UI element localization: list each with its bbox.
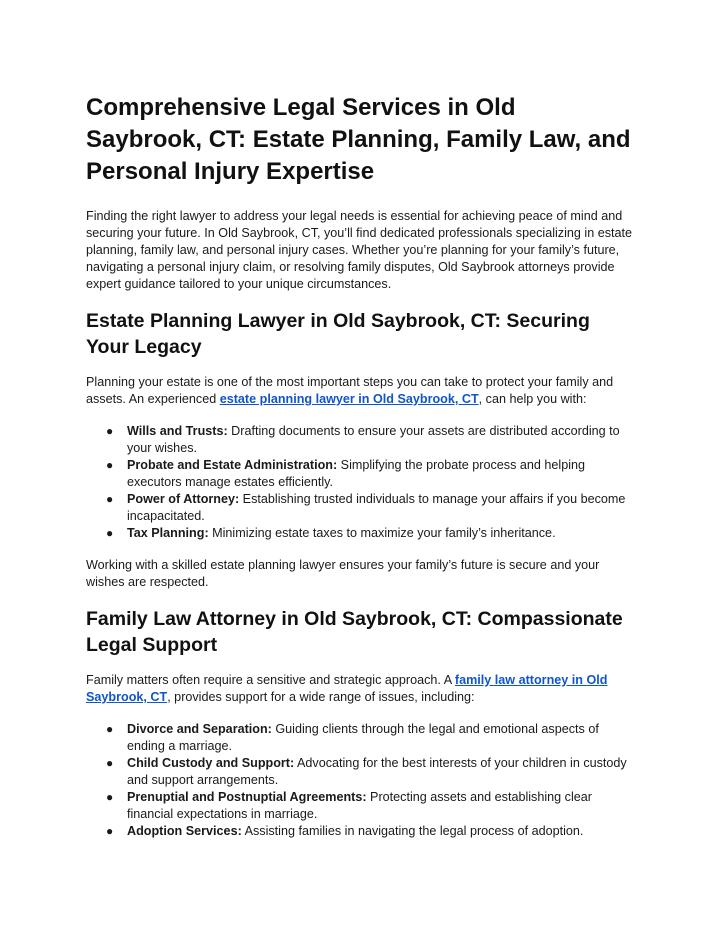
- list-item-label: Child Custody and Support:: [127, 756, 295, 770]
- list-item: [106, 423, 634, 457]
- bullet-icon: ●: [106, 458, 114, 472]
- family-intro-paragraph: [86, 672, 634, 706]
- estate-planning-heading: Estate Planning Lawyer in Old Saybrook, CT: Securing Your Legacy: [86, 310, 590, 358]
- family-intro-text-before: Family matters often require a sensitive and strategic approach. A: [86, 673, 455, 687]
- list-item: [106, 823, 634, 840]
- estate-intro-text-before: Planning your estate is one of the most important steps you can take to protect your family and assets. An experienced: [86, 375, 614, 406]
- list-item-label: Prenuptial and Postnuptial Agreements:: [127, 790, 367, 804]
- page-title: Comprehensive Legal Services in Old Saybrook, CT: Estate Planning, Family Law, and Personal Injury Expertise: [86, 94, 631, 185]
- family-intro-text-after: , provides support for a wide range of issues, including:: [167, 690, 475, 704]
- list-item-text: Establishing trusted individuals to manage your affairs if you become incapacitated.: [127, 492, 626, 523]
- bullet-icon: ●: [106, 526, 114, 540]
- list-item: [106, 491, 634, 525]
- bullet-icon: ●: [106, 756, 114, 770]
- list-item-label: Divorce and Separation:: [127, 722, 272, 736]
- estate-services-list: [86, 423, 634, 542]
- estate-intro-paragraph: [86, 374, 634, 408]
- intro-paragraph: Finding the right lawyer to address your legal needs is essential for achieving peace of mind and securing your future. In Old Saybrook, CT, you’ll find dedicated professionals specializing in estate planning, family law, and personal injury cases. Whether you’re planning for your family’s future, navigating a personal injury claim, or resolving family disputes, Old Saybrook attorneys provide expert guidance tailored to your unique circumstances.: [86, 209, 633, 291]
- list-item-label: Adoption Services:: [127, 824, 242, 838]
- list-item-text: Advocating for the best interests of your children in custody and support arrangements.: [127, 756, 627, 787]
- list-item: [106, 755, 634, 789]
- bullet-icon: ●: [106, 824, 114, 838]
- family-law-attorney-link[interactable]: family law attorney in Old Saybrook, CT: [86, 673, 608, 704]
- list-item-text: Protecting assets and establishing clear financial expectations in marriage.: [127, 790, 592, 821]
- list-item-label: Wills and Trusts:: [127, 424, 228, 438]
- estate-intro-text-after: , can help you with:: [478, 392, 587, 406]
- list-item-text: Minimizing estate taxes to maximize your family’s inheritance.: [208, 526, 556, 540]
- list-item-label: Probate and Estate Administration:: [127, 458, 338, 472]
- bullet-icon: ●: [106, 722, 114, 736]
- list-item-text: Assisting families in navigating the legal process of adoption.: [241, 824, 584, 838]
- estate-planning-lawyer-link[interactable]: estate planning lawyer in Old Saybrook, CT: [219, 392, 479, 406]
- bullet-icon: ●: [106, 790, 114, 804]
- list-item-text: Drafting documents to ensure your assets are distributed according to your wishes.: [127, 424, 620, 455]
- family-services-list: [86, 721, 634, 840]
- family-law-heading: Family Law Attorney in Old Saybrook, CT: Compassionate Legal Support: [86, 608, 623, 656]
- list-item: [106, 525, 634, 542]
- bullet-icon: ●: [106, 492, 114, 506]
- list-item-text: Guiding clients through the legal and emotional aspects of ending a marriage.: [127, 722, 599, 753]
- list-item-label: Power of Attorney:: [127, 492, 240, 506]
- bullet-icon: ●: [106, 424, 114, 438]
- list-item: [106, 789, 634, 823]
- list-item-label: Tax Planning:: [127, 526, 209, 540]
- list-item: [106, 721, 634, 755]
- estate-closing-paragraph: Working with a skilled estate planning lawyer ensures your family’s future is secure and your wishes are respected.: [86, 558, 600, 589]
- list-item: [106, 457, 634, 491]
- list-item-text: Simplifying the probate process and helping executors manage estates efficiently.: [127, 458, 586, 489]
